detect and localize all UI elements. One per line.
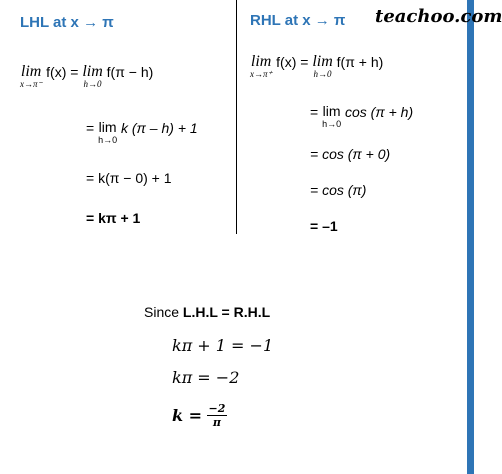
rhl-limit-1: lim x→π⁺ — [250, 53, 273, 79]
rhl-fx-eq: f(x) = — [276, 54, 309, 70]
lhl-result: = kπ + 1 — [86, 210, 141, 226]
equation-3-fraction — [207, 402, 228, 429]
lhl-expr-1: f(π − h) — [106, 64, 154, 80]
since-statement — [144, 304, 270, 320]
lhl-limit-3: lim h→0 — [98, 119, 118, 145]
rhl-expr-1: f(π + h) — [336, 54, 384, 70]
rhl-expr-2: cos (π + h) — [344, 104, 414, 120]
fraction-numerator: −2 — [208, 402, 226, 415]
rhl-line-3: = cos (π + 0) — [310, 146, 391, 162]
rhl-line-1 — [250, 54, 383, 79]
lhl-limit-1: lim x→π⁻ — [20, 63, 43, 89]
rhl-limit-3: lim h→0 — [322, 103, 342, 129]
equation-3-lhs: k = — [172, 406, 203, 425]
rhl-limit-2: lim h→0 — [312, 53, 333, 79]
column-divider — [236, 0, 237, 234]
rhl-result: = –1 — [310, 218, 338, 234]
rhl-line-2 — [310, 104, 413, 129]
since-condition: L.H.L = R.H.L — [182, 304, 271, 320]
lhl-line-3: = k(π − 0) + 1 — [86, 170, 172, 186]
lhl-line-1 — [20, 64, 153, 89]
fraction-denominator: π — [212, 416, 221, 429]
lhl-fx-eq: f(x) = — [46, 64, 79, 80]
teachoo-logo: teachoo.com — [375, 6, 502, 27]
since-prefix: Since — [144, 304, 180, 320]
equation-3 — [172, 402, 227, 429]
accent-sidebar-bar — [467, 0, 474, 474]
rhl-eq-sign-2: = — [310, 104, 319, 120]
lhl-expr-2: k (π – h) + 1 — [120, 120, 198, 136]
rhl-line-4: = cos (π) — [310, 182, 367, 198]
lhl-line-2 — [86, 120, 198, 145]
rhl-heading: RHL at x → π — [250, 12, 346, 29]
lhl-heading: LHL at x → π — [20, 14, 114, 31]
lhl-limit-2: lim h→0 — [82, 63, 103, 89]
equation-1: kπ + 1 = −1 — [172, 336, 274, 355]
equation-2: kπ = −2 — [172, 368, 240, 387]
lhl-eq-sign-2: = — [86, 120, 95, 136]
